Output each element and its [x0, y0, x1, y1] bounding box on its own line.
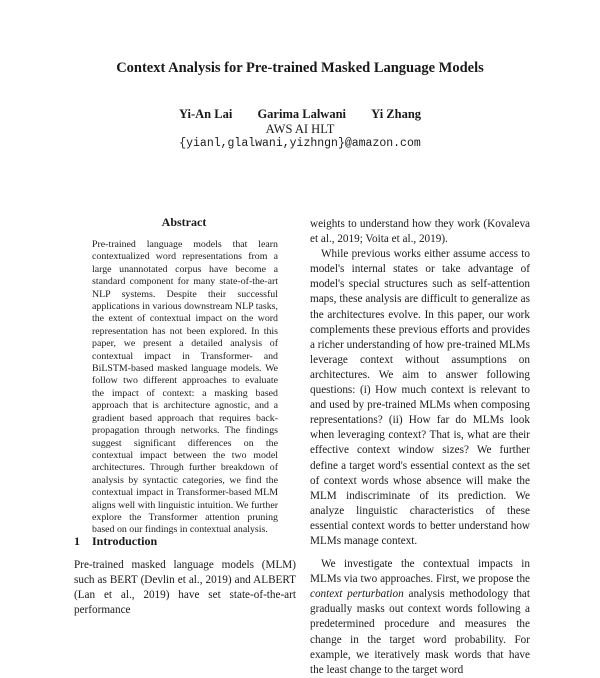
paragraph: While previous works either assume access to model's internal states or take advantage of model's special structures such as self-attention maps, these analysis are difficult to generalize as the architectures evolve. In this paper, our work complements these previous efforts and provides a richer understanding of how pre-trained MLMs leverage context without assumptions on architectures. We aim to answer following questions: (i) How much context is relevant to and used by pre-trained MLMs when composing representations? (ii) How far do MLMs look when leveraging context? That is, what are their effective context window sizes? We further define a target word's essential context as the set of context words whose absence will make the MLM indiscriminate of its prediction. We analyze linguistic characteristics of these essential context words to better understand how MLMs manage context. — [310, 248, 530, 547]
paragraph — [310, 557, 530, 678]
author-name: Garima Lalwani — [257, 107, 346, 121]
section-heading-introduction — [74, 534, 157, 549]
paragraph-text: We investigate the contextual impacts in MLMs via two approaches. First, we propose the — [310, 558, 530, 586]
paragraph-text: analysis methodology that gradually masks out context words following a predetermined procedure and measures the change in the target word probability. For example, we iteratively mask words that have the least change to the target word — [310, 588, 530, 676]
abstract-text: Pre-trained language models that learn contextualized word representations from a large unannotated corpus have become a standard component for many state-of-the-art NLP systems. Despite their successful applications in various downstream NLP tasks, the extent of contextual impact on the word representation has not been explored. In this paper, we present a detailed analysis of contextual impact in Transformer- and BiLSTM-based masked language models. We follow two different approaches to evaluate the impact of context: a masking based approach that is architecture agnostic, and a gradient based approach that requires back-propagation through networks. The findings suggest significant differences on the contextual impact between the two model architectures. Through further breakdown of analysis by syntactic categories, we find the contextual impact in Transformer-based MLM aligns well with linguistic intuition. We further explore the Transformer attention pruning based on our findings in contextual analysis. — [92, 239, 278, 536]
author-name: Yi-An Lai — [178, 107, 233, 121]
paper-title: Context Analysis for Pre-trained Masked Language Models — [116, 60, 484, 76]
introduction-text: Pre-trained masked language models (MLM) such as BERT (Devlin et al., 2019) and ALBERT (Lan et al., 2019) have set state-of-the-art performance — [74, 559, 296, 616]
affiliation: AWS AI HLT — [265, 122, 335, 136]
author-emails: {yianl,glalwani,yizhngn}@amazon.com — [179, 137, 421, 150]
right-column — [310, 217, 530, 678]
section-title: Introduction — [92, 534, 158, 548]
paragraph: weights to understand how they work (Kovaleva et al., 2019; Voita et al., 2019). — [310, 218, 530, 246]
section-number: 1 — [74, 534, 80, 548]
author-list — [0, 107, 600, 122]
author-name: Yi Zhang — [371, 107, 422, 121]
abstract-heading: Abstract — [161, 215, 207, 229]
emphasis-term: context perturbation — [310, 588, 404, 601]
